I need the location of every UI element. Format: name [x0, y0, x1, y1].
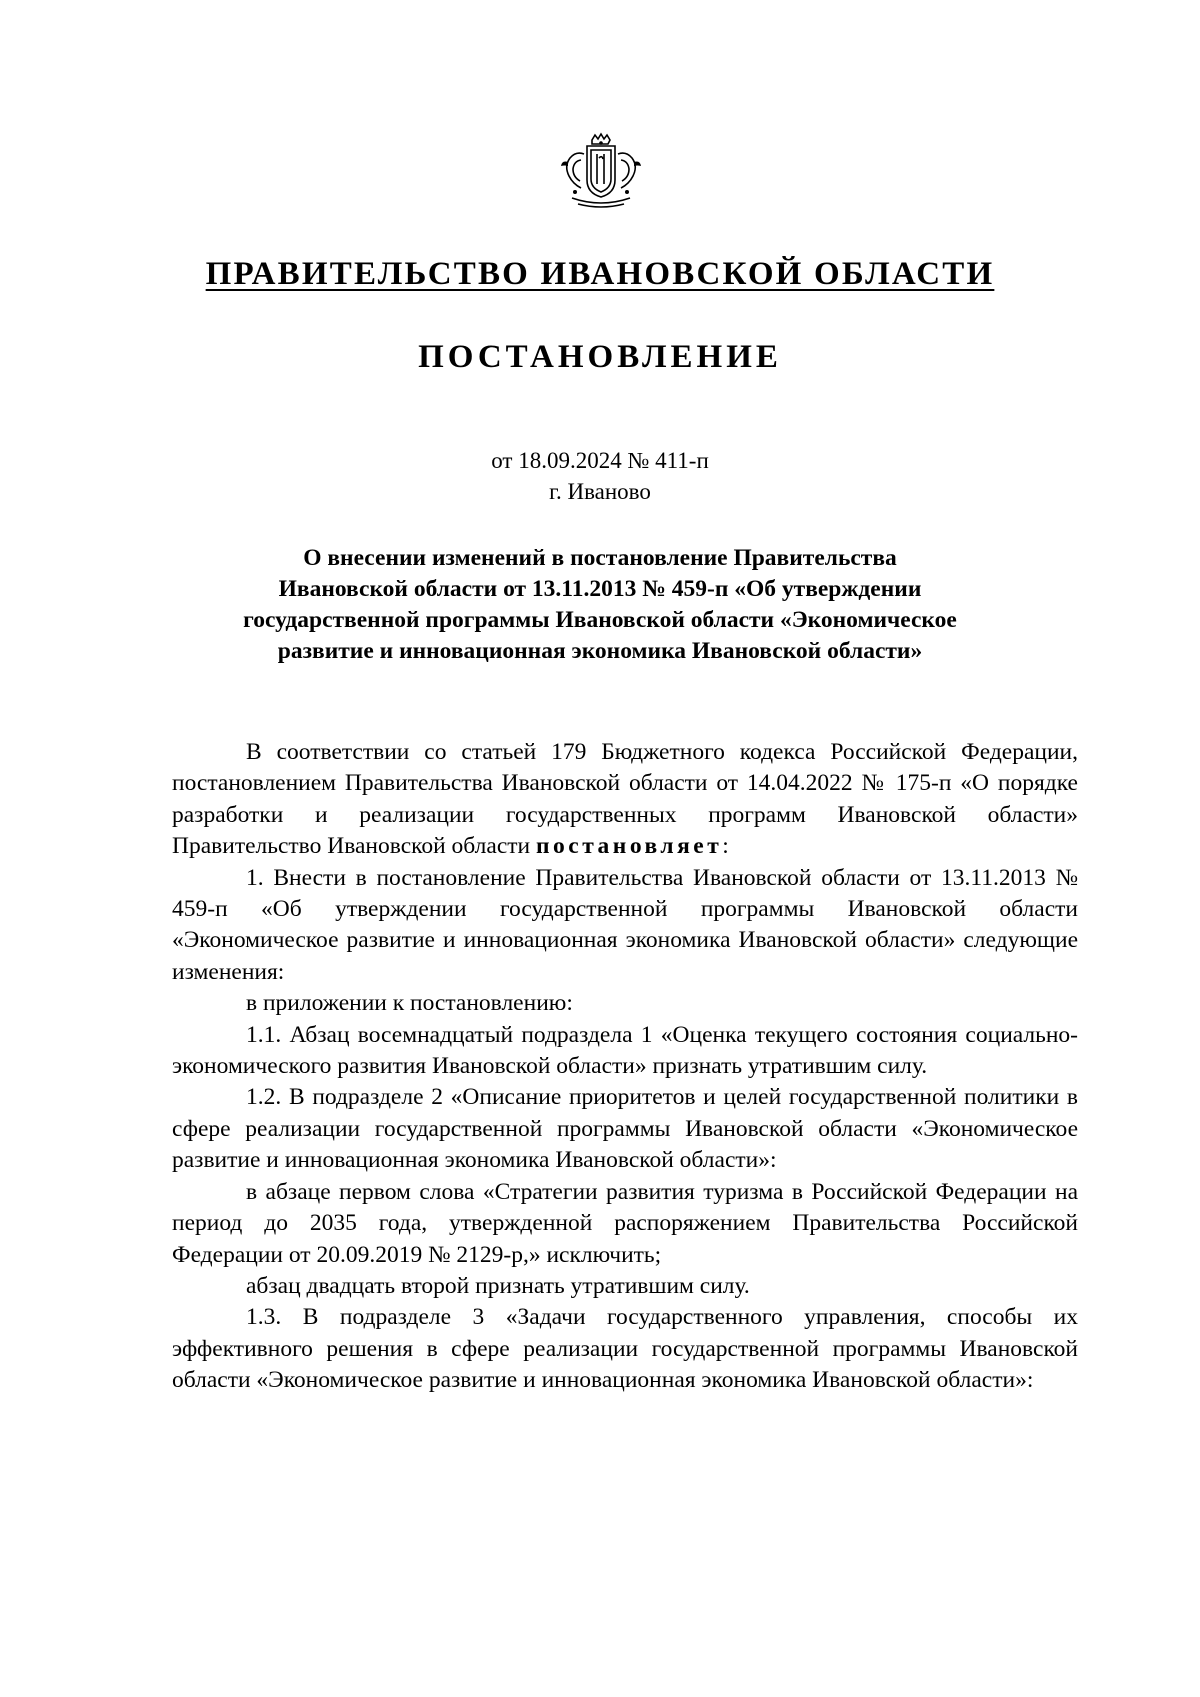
body-paragraph: 1.1. Абзац восемнадцатый подраздела 1 «Оценка текущего состояния социально-экономического развития Ивановской области» признать утратившим силу.	[172, 1021, 1078, 1080]
body-paragraph: в абзаце первом слова «Стратегии развития туризма в Российской Федерации на период до 2035 года, утвержденной распоряжением Правительства Российской Федерации от 20.09.2019 № 2129-р,» исключить;	[172, 1178, 1078, 1268]
decree-word: постановляет	[536, 833, 723, 860]
coat-of-arms-icon	[560, 132, 642, 210]
organization-title: ПРАВИТЕЛЬСТВО ИВАНОВСКОЙ ОБЛАСТИ	[205, 256, 995, 292]
subject-line: Ивановской области от 13.11.2013 № 459-п «Об утверждении	[278, 576, 922, 602]
preamble-paragraph	[172, 737, 1078, 863]
body-paragraph: в приложении к постановлению:	[246, 990, 573, 1017]
body-paragraph: 1. Внести в постановление Правительства Ивановской области от 13.11.2013 № 459-п «Об утверждении государственной программы Ивановской области «Экономическое развитие и инновационная экономика Ивановской области» следующие изменения:	[172, 864, 1078, 985]
document-subject	[150, 543, 1050, 667]
document-body	[172, 737, 1078, 1397]
document-city: г. Иваново	[549, 479, 651, 504]
decree-colon: :	[722, 833, 729, 860]
body-paragraph: 1.3. В подразделе 3 «Задачи государственного управления, способы их эффективного решения в сфере реализации государственной программы Ивановской области «Экономическое развитие и инновационная экономика Ивановской области»:	[172, 1304, 1078, 1394]
document-date-number: от 18.09.2024 № 411-п	[491, 448, 709, 473]
body-paragraph: 1.2. В подразделе 2 «Описание приоритетов и целей государственной политики в сфере реализации государственной программы Ивановской области «Экономическое развитие и инновационная экономика Ивановской области»:	[172, 1084, 1078, 1174]
document-type: ПОСТАНОВЛЕНИЕ	[418, 339, 782, 375]
subject-line: О внесении изменений в постановление Правительства	[303, 545, 897, 571]
preamble-text: В соответствии со статьей 179 Бюджетного кодекса Российской Федерации, постановлением Правительства Ивановской области от 14.04.2022 № 175-п «О порядке разработки и реализации государственных программ Ивановской области» Правительство Ивановской области	[172, 739, 1078, 860]
subject-line: государственной программы Ивановской области «Экономическое	[243, 607, 957, 633]
body-paragraph: абзац двадцать второй признать утратившим силу.	[246, 1272, 750, 1299]
subject-line: развитие и инновационная экономика Ивановской области»	[277, 638, 923, 664]
